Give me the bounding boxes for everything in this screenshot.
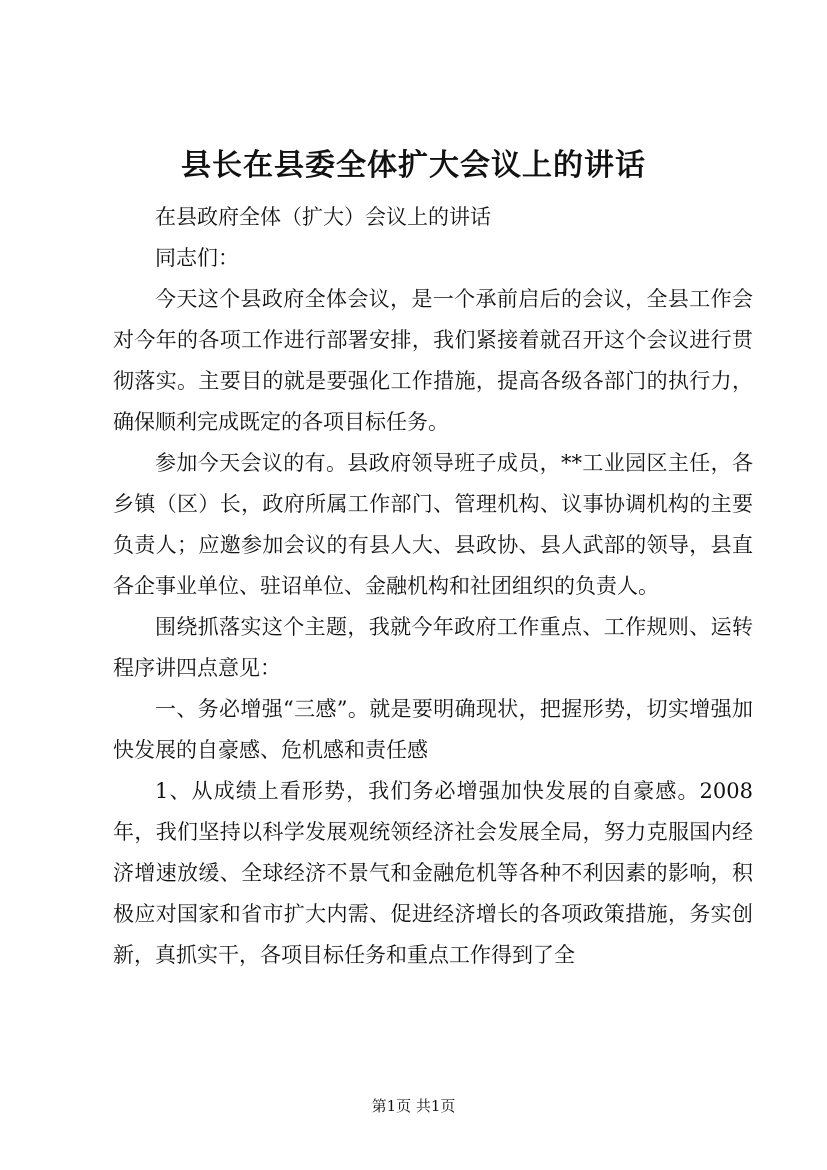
page-footer: 第1页 共1页 [371, 1097, 456, 1115]
paragraph-intro: 今天这个县政府全体会议，是一个承前启后的会议，全县工作会对今年的各项工作进行部署安排，我们紧接着就召开这个会议进行贯彻落实。主要目的就是要强化工作措施，提高各级各部门的执行力，确保顺利完成既定的各项目标任务。 [113, 287, 753, 434]
paragraph-topic: 围绕抓落实这个主题，我就今年政府工作重点、工作规则、运转程序讲四点意见： [113, 615, 753, 680]
document-title: 县长在县委全体扩大会议上的讲话 [181, 148, 646, 183]
document-body [113, 197, 753, 976]
paragraph-attendees: 参加今天会议的有。县政府领导班子成员，**工业园区主任，各乡镇（区）长，政府所属工作部门、管理机构、议事协调机构的主要负责人；应邀参加会议的有县人大、县政协、县人武部的领导，县直各企事业单位、驻诏单位、金融机构和社团组织的负责人。 [113, 451, 753, 598]
paragraph-achievements: 1、从成绩上看形势，我们务必增强加快发展的自豪感。2008年，我们坚持以科学发展观统领经济社会发展全局，努力克服国内经济增速放缓、全球经济不景气和金融危机等各种不利因素的影响，积极应对国家和省市扩大内需、促进经济增长的各项政策措施，务实创新，真抓实干，各项目标任务和重点工作得到了全 [113, 779, 753, 967]
paragraph-section-one: 一、务必增强“三感”。就是要明确现状，把握形势，切实增强加快发展的自豪感、危机感和责任感 [113, 697, 753, 762]
paragraph-subtitle: 在县政府全体（扩大）会议上的讲话 [155, 205, 491, 229]
paragraph-salutation: 同志们： [155, 246, 239, 270]
